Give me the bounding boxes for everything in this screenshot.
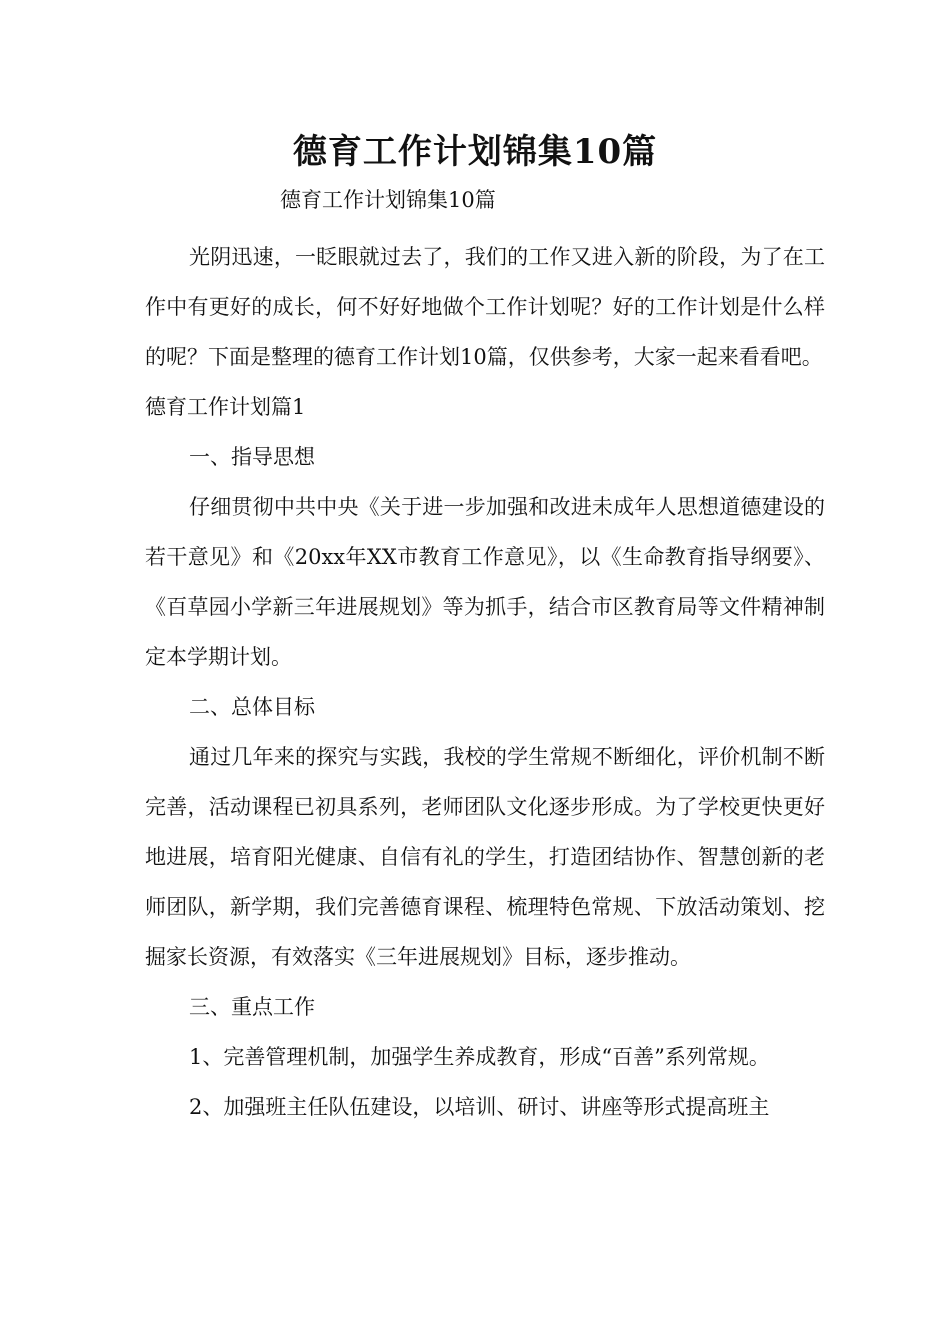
paragraph: 2、加强班主任队伍建设，以培训、研讨、讲座等形式提高班主 (189, 1095, 770, 1119)
paragraph: 一、指导思想 (189, 445, 315, 469)
paragraph: 通过几年来的探究与实践，我校的学生常规不断细化，评价机制不断完善，活动课程已初具系列，老师团队文化逐步形成。为了学校更快更好地进展，培育阳光健康、自信有礼的学生，打造团结协作、智慧创新的老师团队，新学期，我们完善德育课程、梳理特色常规、下放活动策划、挖掘家长资源，有效落实《三年进展规划》目标，逐步推动。 (145, 745, 825, 969)
document-subtitle: 德育工作计划锦集10篇 (280, 188, 496, 212)
paragraph: 三、重点工作 (189, 995, 315, 1019)
paragraph: 二、总体目标 (189, 695, 315, 719)
paragraph: 1、完善管理机制，加强学生养成教育，形成“百善”系列常规。 (189, 1045, 770, 1069)
document-title: 德育工作计划锦集10篇 (292, 132, 658, 172)
paragraph: 德育工作计划篇1 (145, 395, 306, 419)
paragraph: 仔细贯彻中共中央《关于进一步加强和改进未成年人思想道德建设的若干意见》和《20xx年XX市教育工作意见》，以《生命教育指导纲要》、《百草园小学新三年进展规划》等为抓手，结合市区教育局等文件精神制定本学期计划。 (145, 495, 825, 669)
paragraph: 光阴迅速，一眨眼就过去了，我们的工作又进入新的阶段，为了在工作中有更好的成长，何不好好地做个工作计划呢？好的工作计划是什么样的呢？下面是整理的德育工作计划10篇，仅供参考，大家一起来看看吧。 (145, 245, 825, 369)
document-body (145, 232, 825, 1132)
